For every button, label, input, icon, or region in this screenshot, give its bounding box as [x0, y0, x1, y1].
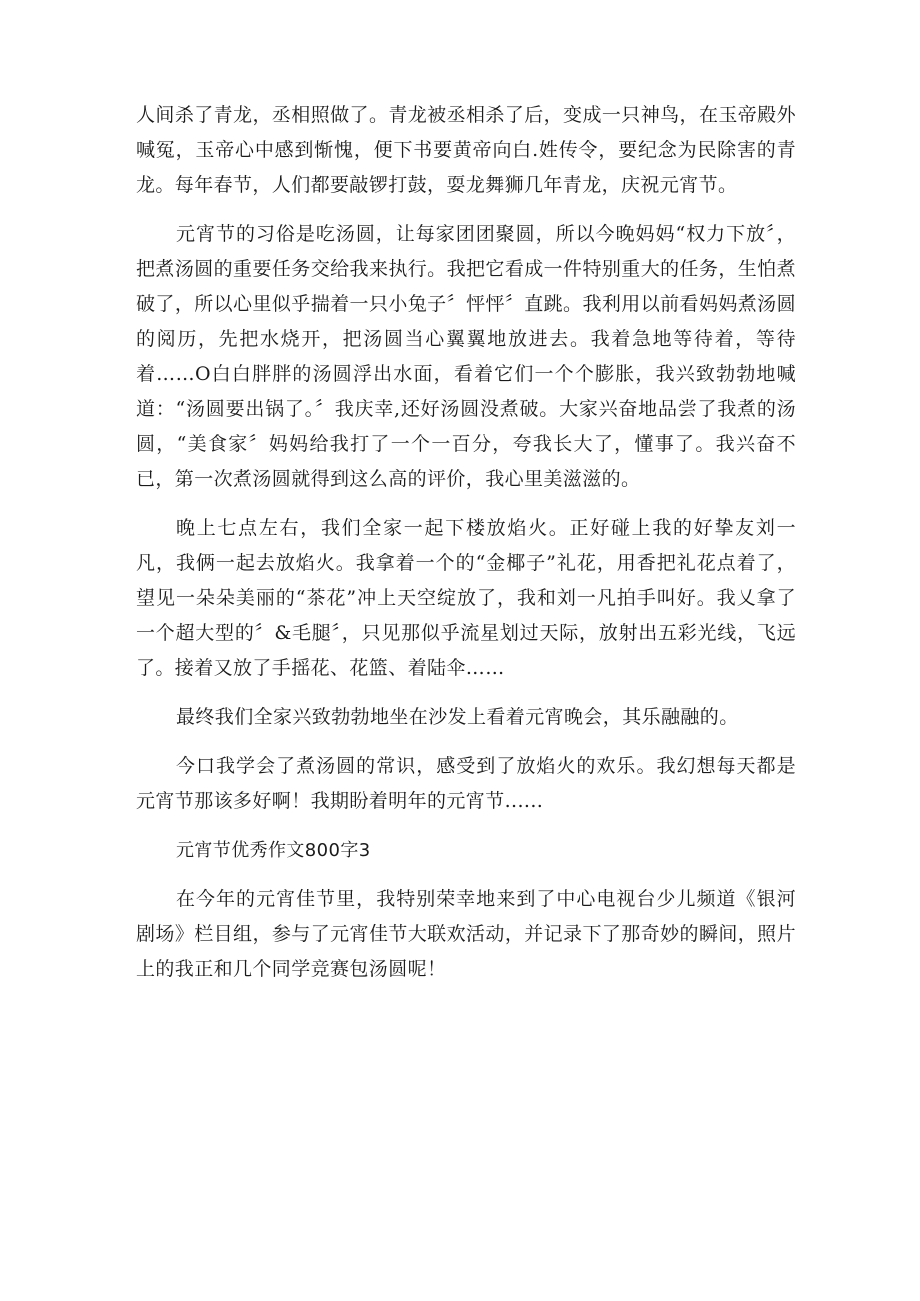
paragraph-conclusion: 今口我学会了煮汤圆的常识，感受到了放焰火的欢乐。我幻想每天都是元宵节那该多好啊！我期盼着明年的元宵节...... — [136, 755, 796, 812]
paragraph-continuation: 人间杀了青龙，丞相照做了。青龙被丞相杀了后，变成一只神鸟，在玉帝殿外喊冤，玉帝心中感到惭愧，便下书要黄帝向白.姓传令，要纪念为民除害的青龙。每年春节，人们都要敲锣打鼓，耍龙舞狮几年青龙，庆祝元宵节。 — [136, 104, 796, 196]
document-body — [136, 98, 796, 987]
section-heading: 元宵节优秀作文800字3 — [176, 840, 371, 861]
paragraph-fireworks: 晚上七点左右，我们全家一起下楼放焰火。正好碰上我的好挚友刘一凡，我俩一起去放焰火。我拿着一个的“金椰子”礼花，用香把礼花点着了，望见一朵朵美丽的“茶花”冲上天空绽放了，我和刘一凡拍手叫好。我乂拿了一个超大型的〞&毛腿〞，只见那似乎流星划过天际，放射出五彩光线，飞远了。接着又放了手摇花、花篮、着陆伞…… — [136, 517, 796, 679]
paragraph-essay3-intro: 在今年的元宵佳节里，我特别荣幸地来到了中心电视台少儿频道《银河剧场》栏目组，参与了元宵佳节大联欢活动，并记录下了那奇妙的瞬间，照片上的我正和几个同学竞赛包汤圆呢！ — [136, 888, 796, 980]
paragraph-tangyuan: 元宵节的习俗是吃汤圆，让每家团团聚圆，所以今晚妈妈“权力下放〞，把煮汤圆的重要任务交给我来执行。我把它看成一件特别重大的任务，生怕煮破了，所以心里似乎揣着一只小兔子〞怦怦〞直跳。我利用以前看妈妈煮汤圆的阅历，先把水烧开，把汤圆当心翼翼地放进去。我着急地等待着，等待着……O白白胖胖的汤圆浮出水面，看着它们一个个膨胀，我兴致勃勃地喊道：“汤圆要出锅了。〞我庆幸,还好汤圆没煮破。大家兴奋地品尝了我煮的汤圆，“美食家〞妈妈给我打了一个一百分，夸我长大了，懂事了。我兴奋不已，第一次煮汤圆就得到这么高的评价，我心里美滋滋的。 — [136, 223, 796, 490]
paragraph-gala: 最终我们全家兴致勃勃地坐在沙发上看着元宵晚会，其乐融融的。 — [176, 706, 739, 728]
